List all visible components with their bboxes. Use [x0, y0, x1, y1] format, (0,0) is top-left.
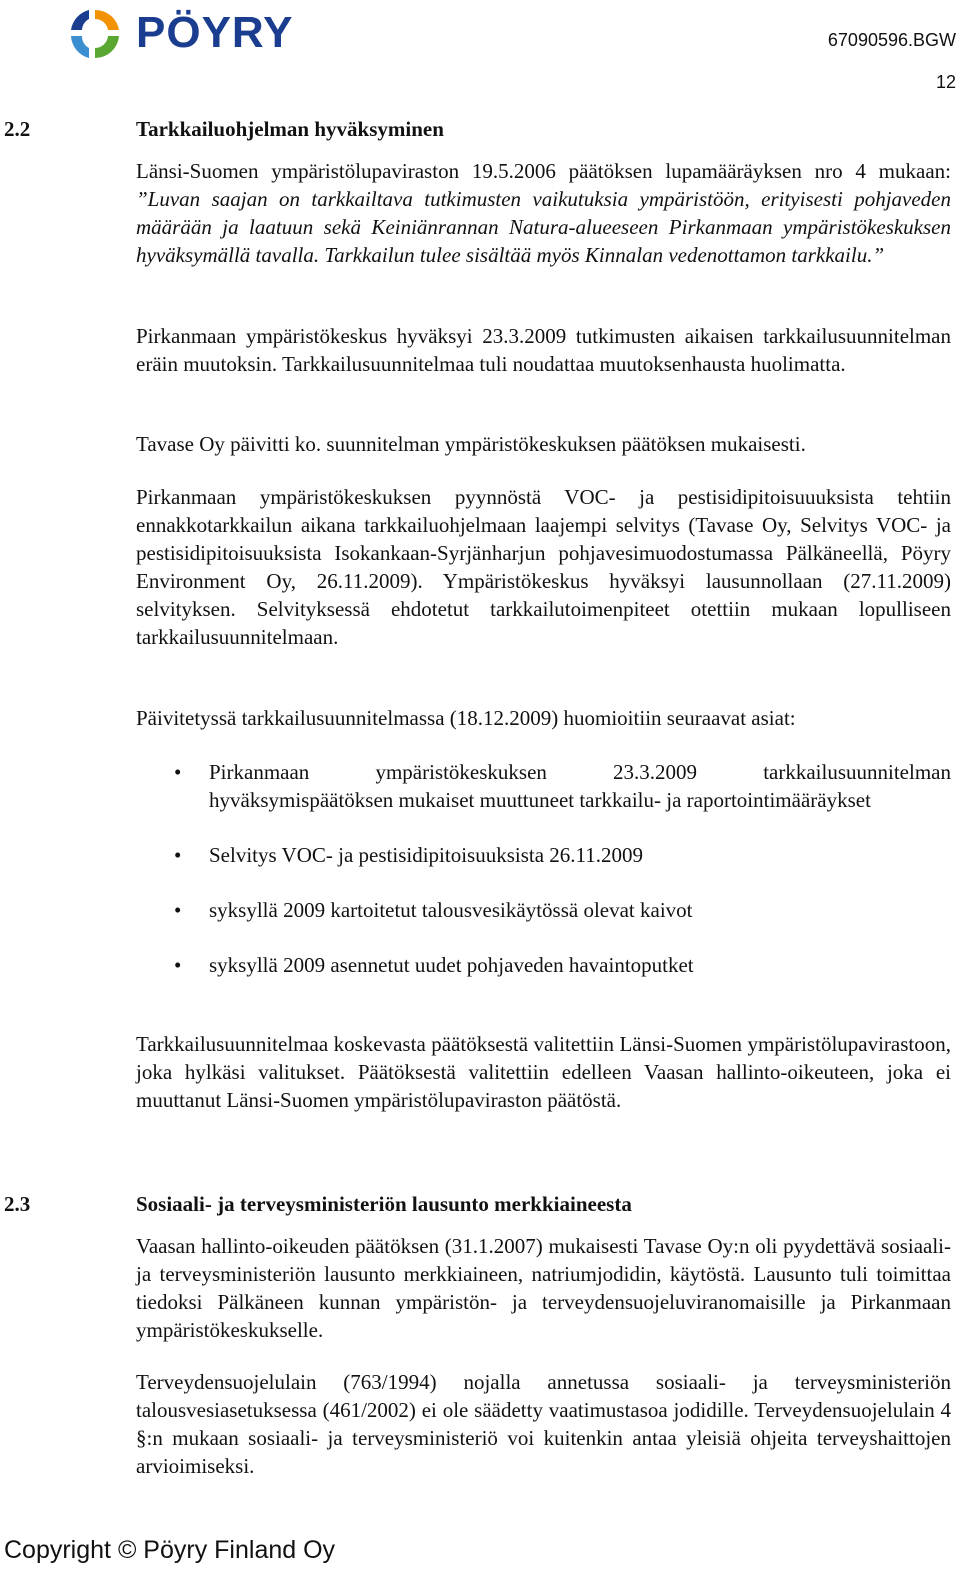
bullet-icon: • — [174, 760, 182, 784]
list-item-text: Pirkanmaan ympäristökeskuksen 23.3.2009 tarkkailusuunnitelman hyväksymispäätöksen mukaiset muuttuneet tarkkailu- ja raportointimääräykset — [209, 760, 951, 812]
paragraph: Tarkkailusuunnitelmaa koskevasta päätöksestä valitettiin Länsi-Suomen ympäristölupavirastoon, joka hylkäsi valitukset. Päätöksestä valitettiin edelleen Vaasan hallinto-oikeuteen, joka ei muuttanut Länsi-Suomen ympäristölupaviraston päätöstä. — [136, 1032, 951, 1112]
list-item — [136, 896, 951, 924]
poyry-logo — [64, 4, 334, 64]
section-number: 2.2 — [4, 117, 31, 141]
paragraph: Tavase Oy päivitti ko. suunnitelman ympäristökeskuksen päätöksen mukaisesti. — [136, 432, 806, 456]
list-item — [136, 841, 951, 869]
list-item — [136, 951, 951, 979]
paragraph: Terveydensuojelulain (763/1994) nojalla annetussa sosiaali- ja terveysministeriön talousvesiasetuksessa (461/2002) ei ole säädetty vaatimustasoa jodidille. Terveydensuojelulain 4 §:n mukaan sosiaali- ja terveysministeriö voi kuitenkin antaa yleisiä ohjeita terveyshaittojen arvioimiseksi. — [136, 1370, 951, 1478]
page-number: 12 — [935, 72, 956, 92]
paragraph: Pirkanmaan ympäristökeskuksen pyynnöstä VOC- ja pestisidipitoisuuuksista tehtiin ennakkotarkkailun aikana tarkkailuohjelmaan laajempi selvitys (Tavase Oy, Selvitys VOC- ja pestisidipitoisuuksista Isokankaan-Syrjänharjun pohjavesimuodostumassa Pälkäneellä, Pöyry Environment Oy, 26.11.2009). Ympäristökeskus hyväksyi lausunnollaan (27.11.2009) selvityksen. Selvityksessä ehdotetut tarkkailutoimenpiteet otettiin mukaan lopulliseen tarkkailusuunnitelmaan. — [136, 485, 951, 649]
list-item-text: Selvitys VOC- ja pestisidipitoisuuksista 26.11.2009 — [209, 843, 644, 867]
bullet-icon: • — [174, 953, 182, 977]
logo-wordmark: PÖYRY — [136, 8, 294, 57]
section-number: 2.3 — [4, 1192, 31, 1216]
section-title: Sosiaali- ja terveysministeriön lausunto merkkiaineesta — [136, 1192, 632, 1216]
section-title: Tarkkailuohjelman hyväksyminen — [136, 117, 444, 141]
paragraph-text: Länsi-Suomen ympäristölupaviraston 19.5.2006 päätöksen lupamääräyksen nro 4 mukaan: — [136, 159, 951, 183]
paragraph — [136, 157, 951, 269]
list-item-text: syksyllä 2009 kartoitetut talousvesikäytössä olevat kaivot — [209, 898, 693, 922]
paragraph: Päivitetyssä tarkkailusuunnitelmassa (18.12.2009) huomioitiin seuraavat asiat: — [136, 706, 796, 730]
list-item-text: syksyllä 2009 asennetut uudet pohjaveden havaintoputket — [209, 953, 694, 977]
paragraph: Vaasan hallinto-oikeuden päätöksen (31.1.2007) mukaisesti Tavase Oy:n oli pyydettävä sosiaali- ja terveysministeriön lausunto merkkiaineen, natriumjodidin, käytöstä. Lausunto tuli toimittaa tiedoksi Pälkäneen kunnan ympäristön- ja terveydensuojeluviranomaisille ja Pirkanmaan ympäristökeskukselle. — [136, 1234, 951, 1342]
quoted-decision-text: ”Luvan saajan on tarkkailtava tutkimusten vaikutuksia ympäristöön, erityisesti pohjaveden määrään ja laatuun sekä Keiniänrannan Natura-alueeseen Pirkanmaan ympäristökeskuksen hyväksymällä tavalla. Tarkkailun tulee sisältää myös Kinnalan vedenottamon tarkkailu.” — [136, 187, 951, 267]
bullet-icon: • — [174, 843, 182, 867]
bullet-list — [136, 758, 951, 979]
bullet-icon: • — [174, 898, 182, 922]
poyry-logo-icon — [64, 6, 126, 62]
paragraph: Pirkanmaan ympäristökeskus hyväksyi 23.3.2009 tutkimusten aikaisen tarkkailusuunnitelman eräin muutoksin. Tarkkailusuunnitelmaa tuli noudattaa muutoksenhausta huolimatta. — [136, 324, 951, 376]
footer-copyright: Copyright © Pöyry Finland Oy — [4, 1536, 336, 1564]
list-item — [136, 758, 951, 814]
document-id: 67090596.BGW — [827, 30, 956, 50]
